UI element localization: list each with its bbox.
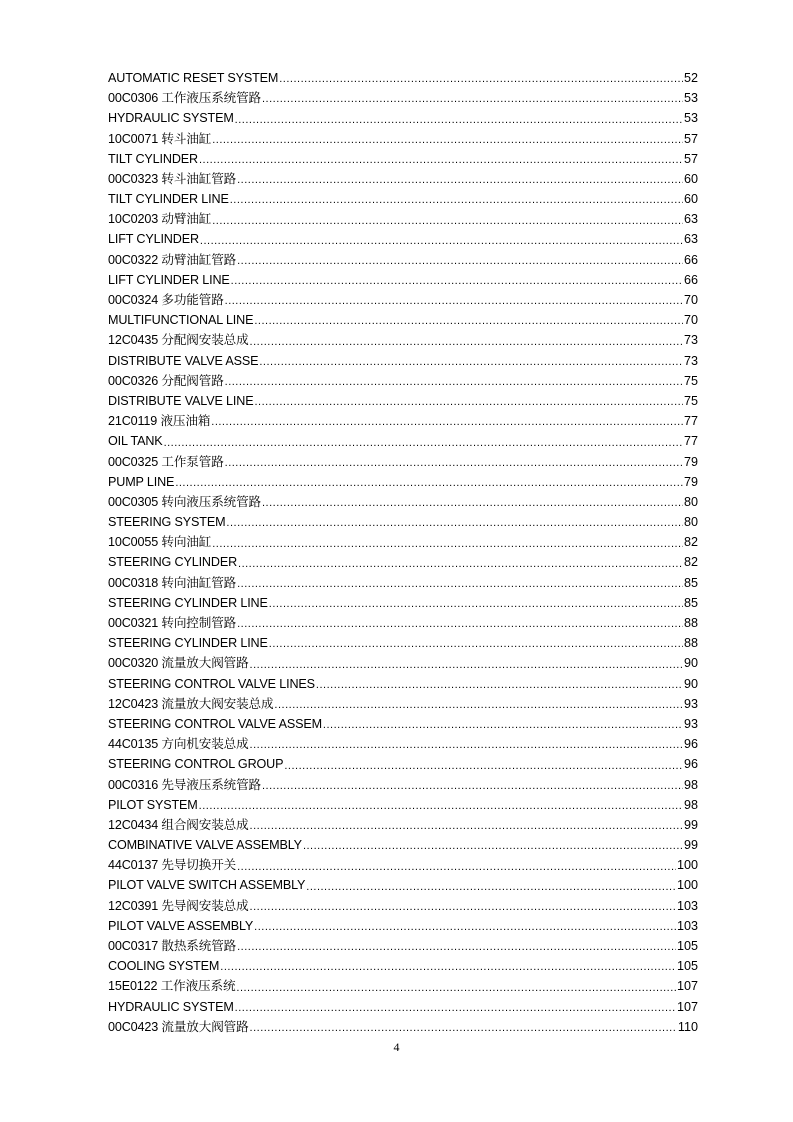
- toc-entry-title: PILOT VALVE ASSEMBLY: [108, 918, 254, 933]
- toc-entry-title: HYDRAULIC SYSTEM: [108, 111, 234, 126]
- toc-entry[interactable]: [108, 896, 698, 916]
- toc-entry[interactable]: [108, 734, 698, 754]
- toc-entry-title: 44C0137 先导切换开关: [108, 858, 237, 873]
- page-number: 4: [393, 1040, 400, 1054]
- toc-entry-page: 110: [677, 1019, 698, 1034]
- toc-entry-title: AUTOMATIC RESET SYSTEM: [108, 70, 279, 85]
- dot-leader: [237, 615, 683, 633]
- toc-entry-title: 00C0317 散热系统管路: [108, 939, 237, 954]
- dot-leader: [199, 797, 683, 815]
- dot-leader: [254, 393, 683, 411]
- toc-entry-page: 100: [676, 878, 698, 893]
- toc-entry[interactable]: [108, 532, 698, 552]
- toc-entry-title: 00C0320 流量放大阀管路: [108, 656, 249, 671]
- toc-entry-title: 12C0435 分配阀安装总成: [108, 333, 249, 348]
- toc-entry[interactable]: [108, 310, 698, 330]
- toc-entry[interactable]: [108, 68, 698, 88]
- toc-entry[interactable]: [108, 88, 698, 108]
- dot-leader: [211, 413, 683, 431]
- toc-entry-title: 10C0071 转斗油缸: [108, 131, 212, 146]
- toc-entry[interactable]: [108, 431, 698, 451]
- toc-entry-title: 00C0321 转向控制管路: [108, 616, 237, 631]
- toc-entry-page: 85: [683, 595, 698, 610]
- toc-entry-title: STEERING CYLINDER LINE: [108, 636, 268, 651]
- dot-leader: [235, 999, 676, 1017]
- dot-leader: [237, 575, 683, 593]
- toc-entry-title: LIFT CYLINDER: [108, 232, 199, 247]
- dot-leader: [231, 272, 683, 290]
- toc-entry-page: 73: [683, 353, 698, 368]
- toc-entry-page: 60: [683, 171, 698, 186]
- toc-entry[interactable]: [108, 250, 698, 270]
- dot-leader: [237, 252, 683, 270]
- toc-entry-title: HYDRAULIC SYSTEM: [108, 999, 234, 1014]
- toc-entry-page: 107: [676, 999, 698, 1014]
- dot-leader: [250, 898, 676, 916]
- toc-entry[interactable]: [108, 754, 698, 774]
- toc-entry-title: 10C0203 动臂油缸: [108, 212, 212, 227]
- toc-entry-page: 90: [683, 676, 698, 691]
- toc-entry[interactable]: [108, 472, 698, 492]
- dot-leader: [250, 736, 683, 754]
- toc-entry-page: 60: [683, 192, 698, 207]
- toc-entry-page: 99: [683, 838, 698, 853]
- toc-entry-title: 12C0423 流量放大阀安装总成: [108, 696, 274, 711]
- dot-leader: [212, 131, 683, 149]
- toc-entry[interactable]: [108, 1017, 698, 1037]
- dot-leader: [200, 232, 683, 250]
- dot-leader: [269, 635, 683, 653]
- toc-entry-title: 21C0119 液压油箱: [108, 414, 211, 429]
- toc-entry[interactable]: [108, 391, 698, 411]
- dot-leader: [269, 595, 683, 613]
- toc-entry-page: 77: [683, 434, 698, 449]
- toc-entry-title: 12C0434 组合阀安装总成: [108, 817, 249, 832]
- toc-entry-title: 44C0135 方向机安装总成: [108, 737, 249, 752]
- toc-entry-title: STEERING CONTROL VALVE ASSEM: [108, 716, 322, 731]
- dot-leader: [250, 817, 683, 835]
- toc-entry-page: 53: [683, 91, 698, 106]
- dot-leader: [284, 757, 683, 775]
- toc-entry-page: 77: [683, 414, 698, 429]
- toc-entry[interactable]: [108, 512, 698, 532]
- toc-entry-title: COMBINATIVE VALVE ASSEMBLY: [108, 838, 302, 853]
- toc-entry-title: STEERING SYSTEM: [108, 515, 226, 530]
- toc-entry-title: 00C0316 先导液压系统管路: [108, 777, 261, 792]
- toc-entry-title: STEERING CONTROL GROUP: [108, 757, 284, 772]
- toc-entry-title: 00C0306 工作液压系统管路: [108, 91, 261, 106]
- dot-leader: [220, 958, 676, 976]
- toc-entry[interactable]: [108, 876, 698, 896]
- toc-entry-title: STEERING CYLINDER LINE: [108, 595, 268, 610]
- toc-entry[interactable]: [108, 613, 698, 633]
- toc-entry-title: DISTRIBUTE VALVE ASSE: [108, 353, 259, 368]
- dot-leader: [316, 676, 683, 694]
- toc-entry[interactable]: [108, 149, 698, 169]
- toc-entry-page: 79: [683, 454, 698, 469]
- toc-entry-title: TILT CYLINDER: [108, 151, 198, 166]
- toc-entry-title: STEERING CYLINDER: [108, 555, 238, 570]
- dot-leader: [225, 373, 683, 391]
- toc-entry-page: 82: [683, 535, 698, 550]
- dot-leader: [164, 434, 683, 452]
- toc-entry[interactable]: [108, 411, 698, 431]
- toc-entry-page: 105: [676, 939, 698, 954]
- toc-entry[interactable]: [108, 230, 698, 250]
- toc-entry-page: 70: [683, 293, 698, 308]
- dot-leader: [262, 494, 683, 512]
- dot-leader: [225, 292, 683, 310]
- toc-entry-page: 99: [683, 817, 698, 832]
- toc-entry-title: 00C0318 转向油缸管路: [108, 575, 237, 590]
- dot-leader: [262, 777, 683, 795]
- toc-entry[interactable]: [108, 795, 698, 815]
- toc-entry-page: 98: [683, 797, 698, 812]
- dot-leader: [250, 333, 683, 351]
- toc-entry-page: 90: [683, 656, 698, 671]
- dot-leader: [306, 878, 676, 896]
- toc-entry[interactable]: [108, 997, 698, 1017]
- dot-leader: [230, 191, 683, 209]
- toc-entry[interactable]: [108, 553, 698, 573]
- toc-entry-title: PILOT SYSTEM: [108, 797, 198, 812]
- dot-leader: [323, 716, 683, 734]
- toc-entry-page: 66: [683, 252, 698, 267]
- dot-leader: [254, 312, 683, 330]
- toc-entry[interactable]: [108, 270, 698, 290]
- toc-entry[interactable]: [108, 209, 698, 229]
- dot-leader: [250, 1019, 677, 1037]
- toc-entry-page: 88: [683, 636, 698, 651]
- toc-entry[interactable]: [108, 371, 698, 391]
- toc-entry-title: LIFT CYLINDER LINE: [108, 272, 230, 287]
- toc-entry-page: 103: [676, 898, 698, 913]
- toc-entry[interactable]: [108, 694, 698, 714]
- toc-entry-title: PILOT VALVE SWITCH ASSEMBLY: [108, 878, 306, 893]
- toc-entry-page: 100: [676, 858, 698, 873]
- toc-entry[interactable]: [108, 452, 698, 472]
- dot-leader: [237, 858, 676, 876]
- toc-entry[interactable]: [108, 290, 698, 310]
- toc-entry[interactable]: [108, 855, 698, 875]
- toc-entry-page: 66: [683, 272, 698, 287]
- toc-entry-title: 00C0326 分配阀管路: [108, 373, 224, 388]
- toc-entry-title: 00C0324 多功能管路: [108, 293, 224, 308]
- toc-entry[interactable]: [108, 936, 698, 956]
- dot-leader: [262, 90, 683, 108]
- toc-entry-page: 75: [683, 393, 698, 408]
- toc-entry-page: 57: [683, 151, 698, 166]
- toc-entry-page: 53: [683, 111, 698, 126]
- toc-entry[interactable]: [108, 674, 698, 694]
- toc-entry[interactable]: [108, 653, 698, 673]
- toc-entry-page: 96: [683, 737, 698, 752]
- dot-leader: [212, 535, 683, 553]
- toc-entry-page: 63: [683, 232, 698, 247]
- toc-entry[interactable]: [108, 815, 698, 835]
- toc-entry-page: 82: [683, 555, 698, 570]
- dot-leader: [226, 514, 683, 532]
- toc-entry-page: 107: [676, 979, 698, 994]
- dot-leader: [254, 918, 676, 936]
- toc-entry-page: 70: [683, 313, 698, 328]
- dot-leader: [274, 696, 683, 714]
- toc-entry-title: 00C0322 动臂油缸管路: [108, 252, 237, 267]
- toc-entry[interactable]: [108, 593, 698, 613]
- toc-entry-title: 12C0391 先导阀安装总成: [108, 898, 249, 913]
- toc-entry[interactable]: [108, 492, 698, 512]
- dot-leader: [236, 979, 676, 997]
- dot-leader: [237, 938, 676, 956]
- dot-leader: [225, 454, 683, 472]
- dot-leader: [250, 656, 683, 674]
- toc-entry-title: 15E0122 工作液压系统: [108, 979, 236, 994]
- toc-entry-page: 79: [683, 474, 698, 489]
- toc-entry-page: 96: [683, 757, 698, 772]
- toc-entry[interactable]: [108, 169, 698, 189]
- toc-entry-title: 00C0305 转向液压系统管路: [108, 494, 261, 509]
- toc-entry[interactable]: [108, 189, 698, 209]
- toc-entry-title: 00C0325 工作泵管路: [108, 454, 224, 469]
- toc-entry-title: DISTRIBUTE VALVE LINE: [108, 393, 254, 408]
- toc-entry[interactable]: [108, 573, 698, 593]
- toc-entry-page: 105: [676, 959, 698, 974]
- toc-entry[interactable]: [108, 835, 698, 855]
- toc-entry[interactable]: [108, 330, 698, 350]
- toc-entry[interactable]: [108, 775, 698, 795]
- toc-entry-page: 63: [683, 212, 698, 227]
- toc-entry-page: 93: [683, 716, 698, 731]
- toc-entry-title: 00C0423 流量放大阀管路: [108, 1019, 249, 1034]
- toc-entry-page: 75: [683, 373, 698, 388]
- dot-leader: [237, 171, 683, 189]
- dot-leader: [235, 111, 683, 129]
- table-of-contents: [108, 68, 698, 1037]
- toc-entry[interactable]: [108, 956, 698, 976]
- toc-entry-title: TILT CYLINDER LINE: [108, 192, 229, 207]
- toc-entry-page: 57: [683, 131, 698, 146]
- toc-entry-page: 80: [683, 494, 698, 509]
- dot-leader: [303, 837, 683, 855]
- toc-entry-title: OIL TANK: [108, 434, 163, 449]
- toc-entry-title: PUMP LINE: [108, 474, 175, 489]
- toc-entry-page: 80: [683, 515, 698, 530]
- toc-entry-title: MULTIFUNCTIONAL LINE: [108, 313, 254, 328]
- toc-entry-page: 93: [683, 696, 698, 711]
- toc-entry[interactable]: [108, 108, 698, 128]
- toc-entry-page: 73: [683, 333, 698, 348]
- toc-entry-title: 10C0055 转向油缸: [108, 535, 212, 550]
- toc-entry[interactable]: [108, 351, 698, 371]
- toc-entry-page: 103: [676, 918, 698, 933]
- dot-leader: [175, 474, 683, 492]
- toc-entry-title: STEERING CONTROL VALVE LINES: [108, 676, 315, 691]
- toc-entry[interactable]: [108, 129, 698, 149]
- toc-entry-page: 88: [683, 616, 698, 631]
- toc-entry[interactable]: [108, 633, 698, 653]
- toc-entry[interactable]: [108, 976, 698, 996]
- toc-entry[interactable]: [108, 714, 698, 734]
- toc-entry-page: 52: [683, 70, 698, 85]
- dot-leader: [238, 555, 683, 573]
- toc-entry-title: COOLING SYSTEM: [108, 959, 220, 974]
- dot-leader: [259, 353, 683, 371]
- toc-entry-page: 85: [683, 575, 698, 590]
- toc-entry[interactable]: [108, 916, 698, 936]
- dot-leader: [199, 151, 683, 169]
- toc-entry-title: 00C0323 转斗油缸管路: [108, 171, 237, 186]
- dot-leader: [212, 212, 683, 230]
- dot-leader: [279, 70, 683, 88]
- toc-entry-page: 98: [683, 777, 698, 792]
